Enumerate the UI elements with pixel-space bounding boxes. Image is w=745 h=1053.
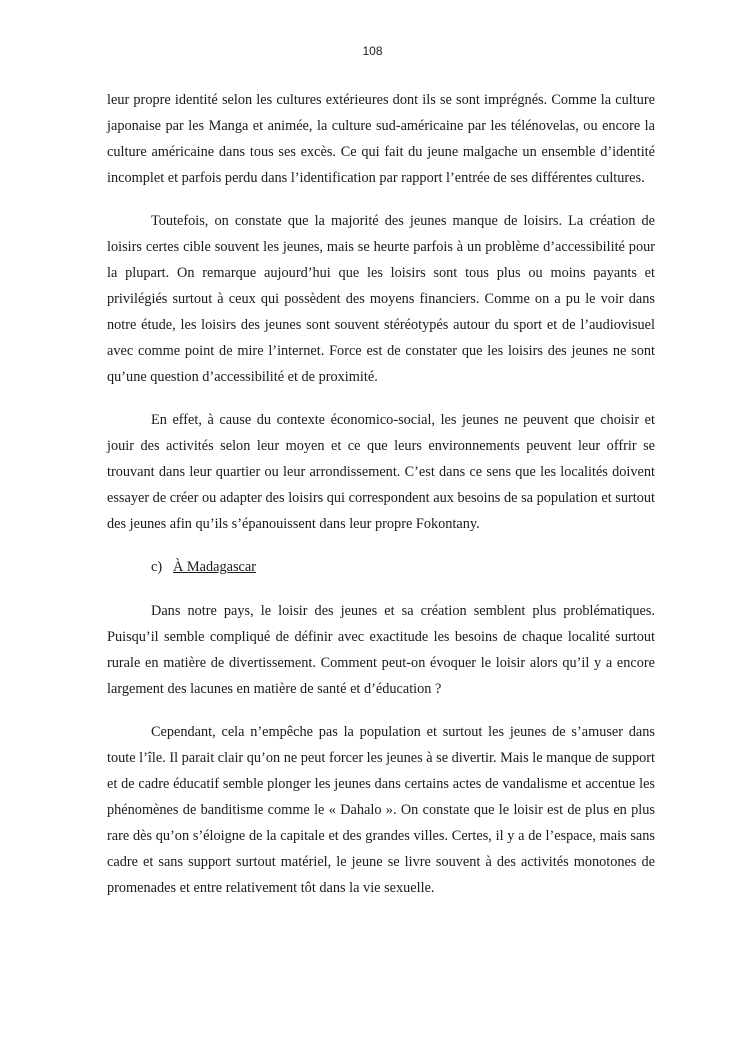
- section-heading: [107, 554, 655, 580]
- document-body: [107, 87, 655, 918]
- paragraph-identity: leur propre identité selon les cultures extérieures dont ils se sont imprégnés. Comme la culture japonaise par les Manga et animée, la culture sud-américaine par les télénovelas, ou encore la culture américaine dans tous ses excès. Ce qui fait du jeune malgache un ensemble d’identité incomplet et parfois perdu dans l’identification par rapport l’entrée de ses différentes cultures.: [107, 92, 655, 186]
- paragraph-leisure-access: Toutefois, on constate que la majorité des jeunes manque de loisirs. La création de loisirs certes cible souvent les jeunes, mais se heurte parfois à un problème d’accessibilité pour la plupart. On remarque aujourd’hui que les loisirs sont tous plus ou moins payants et privilégiés surtout à ceux qui possèdent des moyens financiers. Comme on a pu le voir dans notre étude, les loisirs des jeunes sont souvent stéréotypés autour du sport et de l’audiovisuel avec comme point de mire l’internet. Force est de constater que les loisirs des jeunes ne sont qu’une question d’accessibilité et de proximité.: [107, 213, 655, 385]
- section-marker: c): [151, 559, 163, 575]
- paragraph-island-youth: Cependant, cela n’empêche pas la population et surtout les jeunes de s’amuser dans toute l’île. Il parait clair qu’on ne peut forcer les jeunes à se divertir. Mais le manque de support et de cadre éducatif semble plonger les jeunes dans certains actes de vandalisme et accentue les phénomènes de banditisme comme le « Dahalo ». On constate que le loisir est de plus en plus rare dès qu’on s’éloigne de la capitale et des grandes villes. Certes, il y a de l’espace, mais sans cadre et sans support surtout matériel, le jeune se livre souvent à des activités monotones de promenades et entre relativement tôt dans la vie sexuelle.: [107, 724, 655, 896]
- paragraph-socio-economic: En effet, à cause du contexte économico-social, les jeunes ne peuvent que choisir et jouir des activités selon leur moyen et ce que leurs environnements peuvent leur offrir se trouvant dans leur quartier ou leur arrondissement. C’est dans ce sens que les localités doivent essayer de créer ou adapter des loisirs qui correspondent aux besoins de sa population et surtout des jeunes afin qu’ils s’épanouissent dans leur propre Fokontany.: [107, 412, 655, 532]
- paragraph-madagascar: Dans notre pays, le loisir des jeunes et sa création semblent plus problématiques. Puisqu’il semble compliqué de définir avec exactitude les besoins de chaque localité surtout rurale en matière de divertissement. Comment peut-on évoquer le loisir alors qu’il y a encore largement des lacunes en matière de santé et d’éducation ?: [107, 603, 655, 697]
- page-number: 108: [362, 44, 383, 58]
- section-title: À Madagascar: [173, 559, 256, 575]
